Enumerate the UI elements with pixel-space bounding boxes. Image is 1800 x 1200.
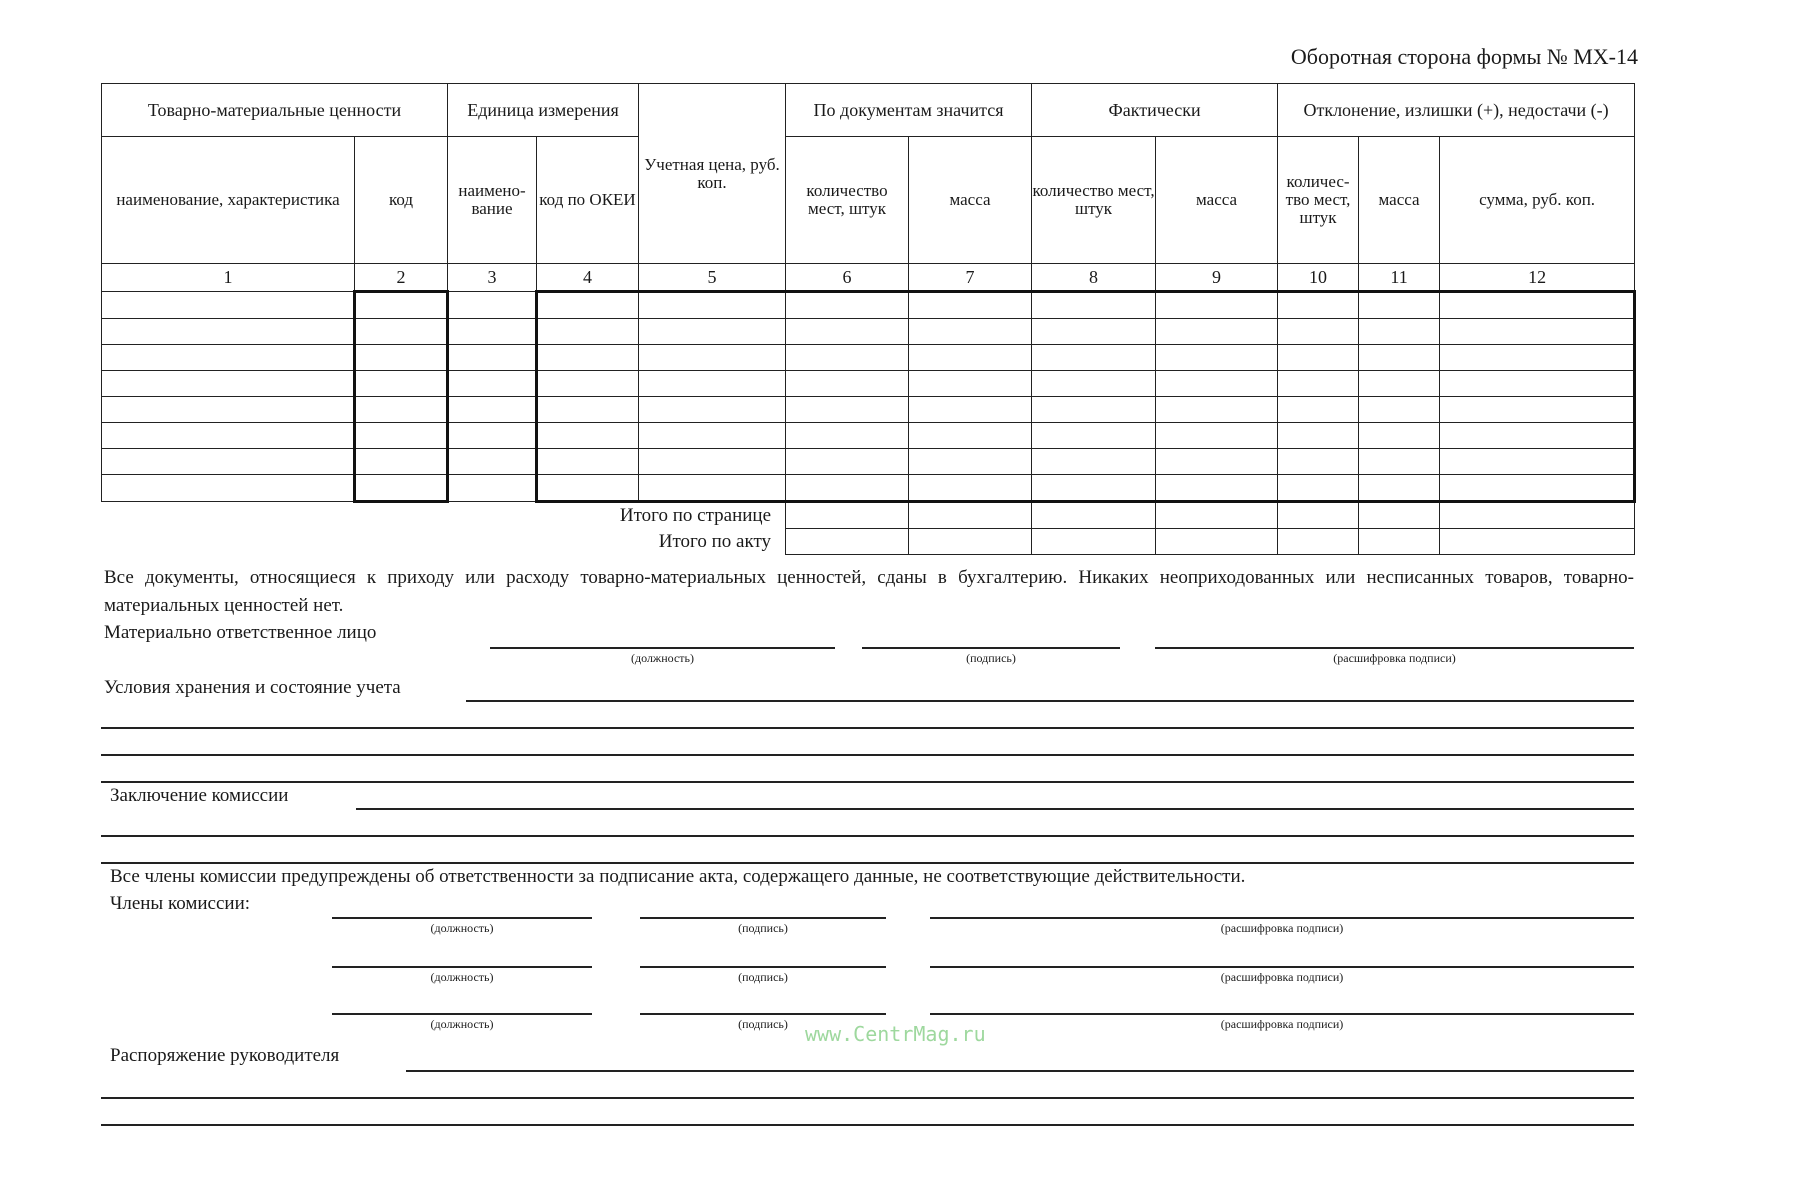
total-act-cell[interactable]: [1156, 529, 1278, 555]
table-cell[interactable]: [1156, 319, 1278, 345]
table-cell[interactable]: [102, 449, 355, 475]
column-number: 6: [786, 264, 909, 292]
documents-statement: Все документы, относящиеся к приходу или расходу товарно-материальных ценностей, сданы в бухгалтерию. Никаких неоприходованных или несписанных товаров, товарно-материальных ценностей нет.: [104, 567, 1634, 616]
table-row: [102, 292, 1635, 319]
caption-position: (должность): [430, 970, 494, 984]
commission-warning: Все члены комиссии предупреждены об ответственности за подписание акта, содержащего данные, не соответствующие действительности.: [110, 866, 1246, 887]
total-act-cell[interactable]: [1278, 529, 1359, 555]
table-cell[interactable]: [537, 371, 639, 397]
column-number: 8: [1032, 264, 1156, 292]
caption-signature: (подпись): [738, 921, 788, 935]
header-unit: Единица измерения: [448, 84, 639, 137]
subheader-qty-actual: количество мест, штук: [1032, 137, 1156, 264]
table-cell[interactable]: [1032, 423, 1156, 449]
storage-conditions-line[interactable]: [101, 754, 1634, 756]
table-cell[interactable]: [355, 345, 448, 371]
caption-decoding: (расшифровка подписи): [1220, 970, 1344, 984]
storage-conditions-label: Условия хранения и состояние учета: [104, 677, 401, 698]
table-cell[interactable]: [537, 475, 639, 502]
caption-decoding: (расшифровка подписи): [1220, 921, 1344, 935]
table-cell[interactable]: [355, 319, 448, 345]
total-act-cell[interactable]: [1359, 529, 1440, 555]
total-act-cell[interactable]: [909, 529, 1032, 555]
column-number: 1: [102, 264, 355, 292]
header-price: Учетная цена, руб. коп.: [639, 84, 786, 264]
table-cell[interactable]: [1032, 371, 1156, 397]
caption-decoding: (расшифровка подписи): [1220, 1017, 1344, 1031]
director-order-line[interactable]: [101, 1097, 1634, 1099]
table-cell[interactable]: [1278, 292, 1359, 319]
table-cell[interactable]: [537, 449, 639, 475]
table-cell[interactable]: [448, 423, 537, 449]
table-row: [102, 345, 1635, 371]
table-cell[interactable]: [786, 371, 909, 397]
subheader-mass-docs: масса: [909, 137, 1032, 264]
table-cell[interactable]: [448, 475, 537, 502]
caption-position: (должность): [430, 921, 494, 935]
director-order-line[interactable]: [101, 1124, 1634, 1126]
table-cell[interactable]: [355, 371, 448, 397]
total-page-cell[interactable]: [786, 502, 909, 529]
total-page-cell[interactable]: [1440, 502, 1635, 529]
inventory-table: [101, 83, 1636, 555]
table-cell[interactable]: [639, 475, 786, 502]
total-page-cell[interactable]: [909, 502, 1032, 529]
table-cell[interactable]: [1359, 449, 1440, 475]
table-cell[interactable]: [102, 345, 355, 371]
subheader-sum-dev: сумма, руб. коп.: [1440, 137, 1635, 264]
total-act-row: [102, 529, 1635, 555]
table-cell[interactable]: [909, 475, 1032, 502]
caption-position: (должность): [430, 1017, 494, 1031]
caption-signature: (подпись): [738, 970, 788, 984]
column-number: 11: [1359, 264, 1440, 292]
table-cell[interactable]: [1278, 475, 1359, 502]
table-cell[interactable]: [639, 292, 786, 319]
member-signature-line[interactable]: [640, 917, 886, 919]
table-cell[interactable]: [1032, 345, 1156, 371]
caption-signature: (подпись): [966, 651, 1016, 665]
table-cell[interactable]: [1032, 397, 1156, 423]
total-act-cell[interactable]: [1032, 529, 1156, 555]
responsible-decoding-line[interactable]: [1155, 647, 1634, 649]
table-cell[interactable]: [1032, 475, 1156, 502]
member-position-line[interactable]: [332, 917, 592, 919]
member-signature-line[interactable]: [640, 966, 886, 968]
table-cell[interactable]: [1278, 397, 1359, 423]
table-cell[interactable]: [102, 423, 355, 449]
subheader-unit-name: наимено-вание: [448, 137, 537, 264]
column-number: 2: [355, 264, 448, 292]
column-number: 10: [1278, 264, 1359, 292]
subheader-okei: код по ОКЕИ: [537, 137, 639, 264]
table-cell[interactable]: [1359, 319, 1440, 345]
table-cell[interactable]: [909, 345, 1032, 371]
table-cell[interactable]: [1440, 423, 1635, 449]
table-cell[interactable]: [102, 292, 355, 319]
table-cell[interactable]: [1156, 397, 1278, 423]
table-row: [102, 423, 1635, 449]
table-cell[interactable]: [355, 397, 448, 423]
director-order-label: Распоряжение руководителя: [110, 1045, 340, 1066]
table-cell[interactable]: [639, 319, 786, 345]
table-cell[interactable]: [448, 345, 537, 371]
watermark: www.CentrMag.ru: [805, 1022, 986, 1046]
caption-position: (должность): [631, 651, 694, 665]
member-position-line[interactable]: [332, 966, 592, 968]
subheader-mass-actual: масса: [1156, 137, 1278, 264]
table-cell[interactable]: [448, 397, 537, 423]
commission-conclusion-label: Заключение комиссии: [110, 785, 289, 806]
total-act-cell[interactable]: [786, 529, 909, 555]
table-cell[interactable]: [639, 397, 786, 423]
table-cell[interactable]: [1440, 345, 1635, 371]
total-act-cell[interactable]: [1440, 529, 1635, 555]
table-cell[interactable]: [786, 319, 909, 345]
table-cell[interactable]: [1440, 292, 1635, 319]
table-cell[interactable]: [1278, 423, 1359, 449]
table-cell[interactable]: [355, 449, 448, 475]
table-cell[interactable]: [1359, 475, 1440, 502]
table-cell[interactable]: [786, 292, 909, 319]
responsible-person-label: Материально ответственное лицо: [104, 622, 377, 643]
table-cell[interactable]: [909, 292, 1032, 319]
table-cell[interactable]: [102, 475, 355, 502]
commission-conclusion-line[interactable]: [356, 808, 1634, 810]
table-cell[interactable]: [537, 345, 639, 371]
header-actual: Фактически: [1032, 84, 1278, 137]
caption-decoding: (расшифровка подписи): [1333, 651, 1456, 665]
subheader-qty-dev: количес-тво мест, штук: [1278, 137, 1359, 264]
table-cell[interactable]: [909, 319, 1032, 345]
table-cell[interactable]: [448, 449, 537, 475]
member-decoding-line[interactable]: [930, 917, 1634, 919]
table-cell[interactable]: [1359, 371, 1440, 397]
column-number: 12: [1440, 264, 1635, 292]
table-cell[interactable]: [1032, 319, 1156, 345]
table-cell[interactable]: [909, 397, 1032, 423]
table-cell[interactable]: [1278, 449, 1359, 475]
table-cell[interactable]: [1156, 292, 1278, 319]
table-cell[interactable]: [1156, 345, 1278, 371]
member-signature-line[interactable]: [640, 1013, 886, 1015]
table-cell[interactable]: [639, 371, 786, 397]
table-cell[interactable]: [355, 423, 448, 449]
commission-members-label: Члены комиссии:: [110, 893, 251, 914]
table-cell[interactable]: [537, 397, 639, 423]
column-number: 3: [448, 264, 537, 292]
table-cell[interactable]: [786, 423, 909, 449]
table-cell[interactable]: [1032, 292, 1156, 319]
column-number: 9: [1156, 264, 1278, 292]
table-cell[interactable]: [537, 423, 639, 449]
total-page-cell[interactable]: [1359, 502, 1440, 529]
director-order-line[interactable]: [406, 1070, 1634, 1072]
member-decoding-line[interactable]: [930, 1013, 1634, 1015]
table-cell[interactable]: [786, 397, 909, 423]
table-cell[interactable]: [1278, 319, 1359, 345]
member-position-line[interactable]: [332, 1013, 592, 1015]
table-cell[interactable]: [1440, 319, 1635, 345]
table-cell[interactable]: [355, 292, 448, 319]
table-cell[interactable]: [1278, 345, 1359, 371]
table-cell[interactable]: [1156, 475, 1278, 502]
table-cell[interactable]: [102, 371, 355, 397]
column-number: 7: [909, 264, 1032, 292]
table-cell[interactable]: [1156, 371, 1278, 397]
commission-conclusion-line[interactable]: [101, 835, 1634, 837]
table-row: [102, 397, 1635, 423]
total-page-cell[interactable]: [1278, 502, 1359, 529]
table-cell[interactable]: [786, 449, 909, 475]
table-cell[interactable]: [1440, 397, 1635, 423]
header-goods: Товарно-материальные ценности: [102, 84, 448, 137]
table-cell[interactable]: [102, 319, 355, 345]
table-cell[interactable]: [639, 449, 786, 475]
table-cell[interactable]: [448, 292, 537, 319]
table-row: [102, 449, 1635, 475]
responsible-signature-line[interactable]: [862, 647, 1120, 649]
total-page-label: Итого по странице: [619, 504, 772, 526]
table-cell[interactable]: [1440, 449, 1635, 475]
table-cell[interactable]: [639, 345, 786, 371]
table-cell[interactable]: [1440, 475, 1635, 502]
column-number: 5: [639, 264, 786, 292]
storage-conditions-line[interactable]: [101, 727, 1634, 729]
table-cell[interactable]: [448, 319, 537, 345]
table-cell[interactable]: [1359, 423, 1440, 449]
total-act-label: Итого по акту: [658, 530, 772, 552]
group-header-row: [102, 84, 1635, 137]
table-cell[interactable]: [1440, 371, 1635, 397]
table-row: [102, 319, 1635, 345]
table-cell[interactable]: [1359, 397, 1440, 423]
responsible-position-line[interactable]: [490, 647, 835, 649]
table-cell[interactable]: [448, 371, 537, 397]
subheader-code: код: [355, 137, 448, 264]
table-cell[interactable]: [909, 371, 1032, 397]
table-cell[interactable]: [537, 319, 639, 345]
table-cell[interactable]: [786, 475, 909, 502]
header-docs: По документам значится: [786, 84, 1032, 137]
column-number: 4: [537, 264, 639, 292]
member-decoding-line[interactable]: [930, 966, 1634, 968]
total-page-cell[interactable]: [1156, 502, 1278, 529]
table-cell[interactable]: [355, 475, 448, 502]
total-page-cell[interactable]: [1032, 502, 1156, 529]
storage-conditions-line[interactable]: [101, 781, 1634, 783]
table-cell[interactable]: [102, 397, 355, 423]
table-cell[interactable]: [1156, 449, 1278, 475]
table-cell[interactable]: [1359, 345, 1440, 371]
column-number-row: [102, 264, 1635, 292]
table-cell[interactable]: [1156, 423, 1278, 449]
table-row: [102, 371, 1635, 397]
header-deviation: Отклонение, излишки (+), недостачи (-): [1278, 84, 1635, 137]
commission-conclusion-line[interactable]: [101, 862, 1634, 864]
subheader-qty-docs: количество мест, штук: [786, 137, 909, 264]
table-cell[interactable]: [1278, 371, 1359, 397]
table-cell[interactable]: [786, 345, 909, 371]
table-cell[interactable]: [1032, 449, 1156, 475]
table-cell[interactable]: [639, 423, 786, 449]
table-row: [102, 475, 1635, 502]
subheader-row: [102, 137, 1635, 264]
total-page-row: [102, 502, 1635, 529]
subheader-name: наименование, характеристика: [102, 137, 355, 264]
storage-conditions-line[interactable]: [466, 700, 1634, 702]
table-cell[interactable]: [1359, 292, 1440, 319]
form-title: Оборотная сторона формы № МХ-14: [1290, 44, 1638, 69]
table-cell[interactable]: [909, 449, 1032, 475]
table-cell[interactable]: [537, 292, 639, 319]
table-cell[interactable]: [909, 423, 1032, 449]
subheader-mass-dev: масса: [1359, 137, 1440, 264]
caption-signature: (подпись): [738, 1017, 788, 1031]
